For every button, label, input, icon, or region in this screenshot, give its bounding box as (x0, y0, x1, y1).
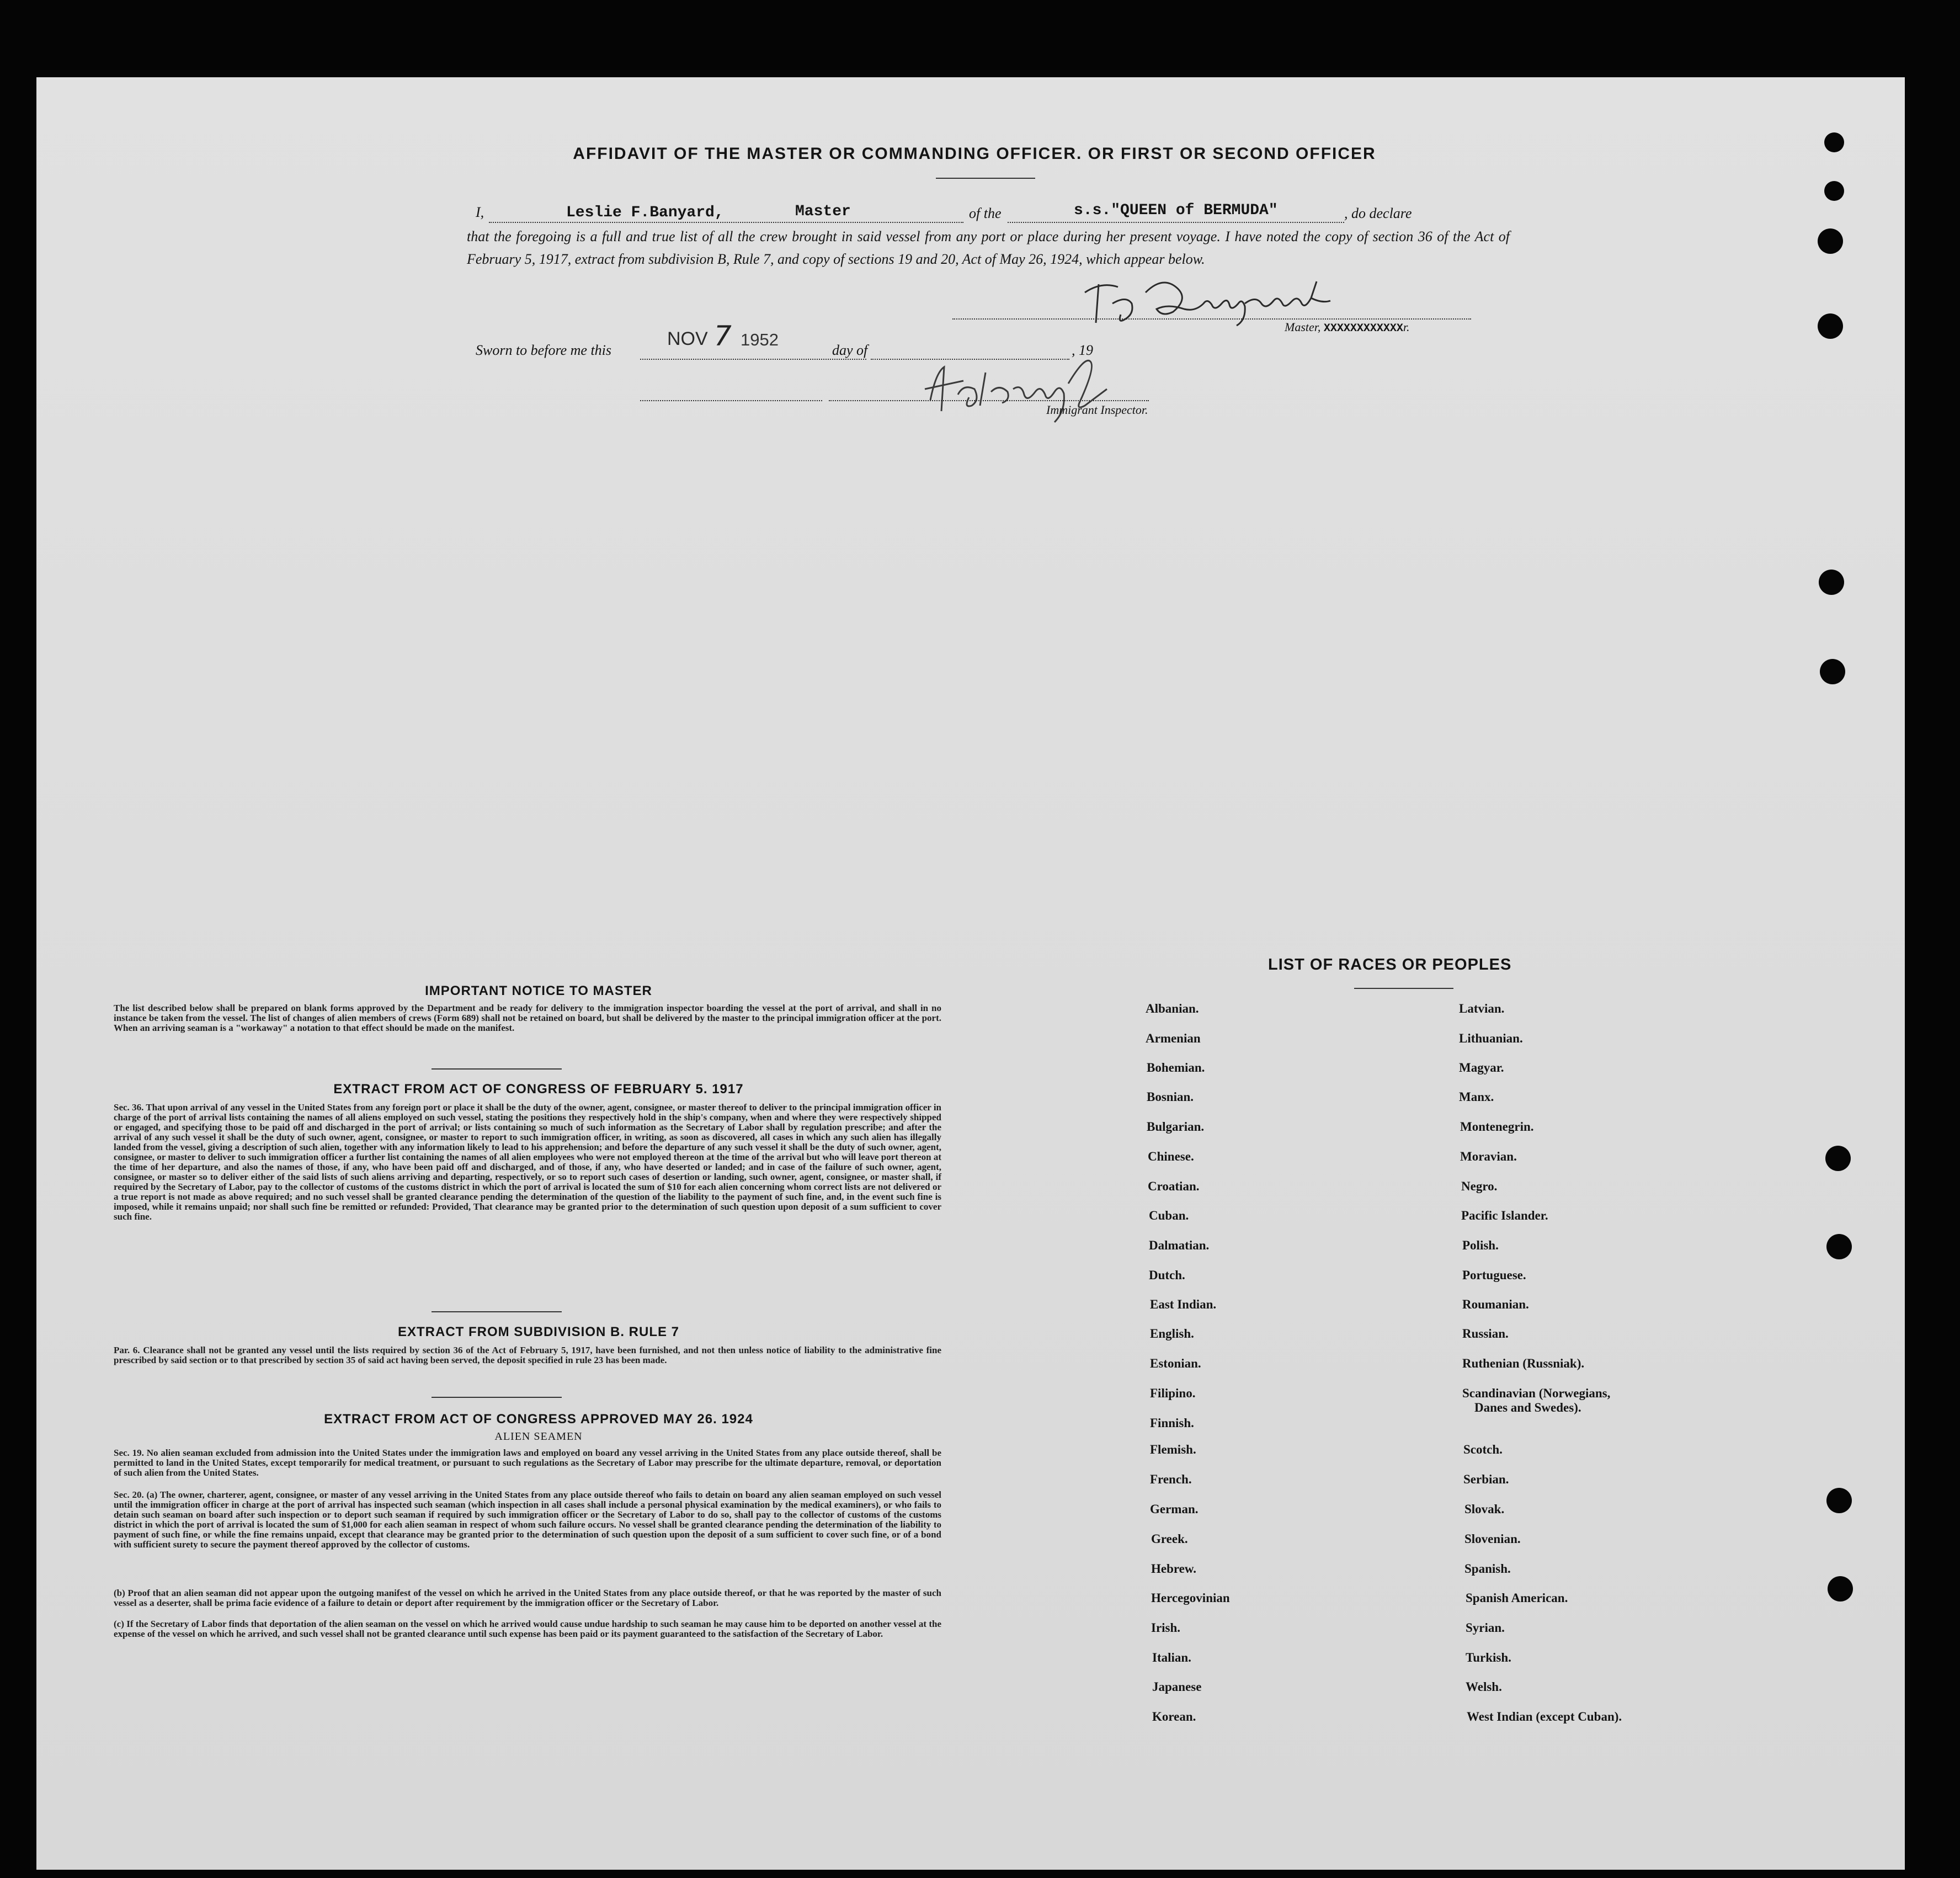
race-item: English. (1150, 1327, 1194, 1340)
vessel-line (1008, 222, 1344, 223)
race-item: Portuguese. (1462, 1268, 1526, 1282)
race-item: West Indian (except Cuban). (1467, 1710, 1622, 1723)
master-label-text: Master, (1285, 320, 1321, 334)
extract-rule7-text: Par. 6. Clearance shall not be granted any vessel until the lists required by section 36 of the Act of February 5, 1917, have been furnished, and not then unless notice of liability to the administrative fine prescribed by said section or to that prescribed by section 35 of said act having been served, the deposit specified in rule 23 has been made. (114, 1345, 941, 1365)
race-item: Latvian. (1459, 1002, 1505, 1015)
affidavit-body: that the foregoing is a full and true list of all the crew brought in said vessel from any port or place during her present voyage. I have noted the copy of section 36 of the Act of February 5, 1917, extract from subdivision B, Rule 7, and copy of sections 19 and 20, Act of May 26, 1924, which appear below. (467, 228, 1510, 267)
race-item: French. (1150, 1472, 1192, 1486)
master-struck-text: XXXXXXXXXXXX (1323, 322, 1403, 335)
race-item: Lithuanian. (1459, 1031, 1523, 1045)
race-item: Bosnian. (1147, 1090, 1194, 1104)
race-item: Montenegrin. (1460, 1120, 1534, 1134)
race-item: Manx. (1459, 1090, 1494, 1104)
race-item: Greek. (1151, 1532, 1188, 1546)
punch-hole (1819, 570, 1844, 595)
title-underline (936, 178, 1035, 179)
race-item: German. (1150, 1502, 1199, 1516)
important-notice-text: The list described below shall be prepared on blank forms approved by the Department and be ready for delivery to the immigration inspector boarding the vessel at the port of arrival, and shall in no instance be taken from the vessel. The list of changes of alien members of crews (Form 689) shall not be retained on board, but shall be delivered by the master to the principal immigration officer at the port. When an arriving seaman is a "workaway" a notation to that effect should be made on the manifest. (114, 1003, 941, 1033)
race-item: Slovak. (1464, 1502, 1505, 1516)
race-item: Welsh. (1466, 1680, 1502, 1694)
stamp-year: 1952 (741, 330, 779, 349)
race-item: Slovenian. (1464, 1532, 1521, 1546)
of-the-label: of the (969, 205, 1002, 221)
races-divider (1354, 988, 1453, 989)
race-item: Spanish. (1464, 1562, 1511, 1576)
inspector-label: Immigrant Inspector. (1046, 403, 1148, 417)
sworn-date-line (640, 359, 866, 360)
punch-hole (1824, 132, 1844, 152)
sec-20b-text: (b) Proof that an alien seaman did not appear upon the outgoing manifest of the vessel on which he arrived in the United States from any place outside thereof, or that he was reported by the master of such vessel as a deserter, shall be prima facie evidence of a failure to detain or deport after requirement by the immigration officer or the Secretary of Labor. (114, 1588, 941, 1608)
race-item: Japanese (1152, 1680, 1202, 1694)
race-item: Russian. (1462, 1327, 1509, 1340)
divider-1 (432, 1068, 562, 1070)
race-item: Ruthenian (Russniak). (1462, 1356, 1585, 1370)
punch-hole (1824, 181, 1844, 201)
inspector-line-left (640, 400, 822, 401)
race-item: Estonian. (1150, 1356, 1201, 1370)
extract-rule7-title: EXTRACT FROM SUBDIVISION B. RULE 7 (397, 1324, 680, 1339)
race-item: Syrian. (1466, 1621, 1505, 1635)
master-suffix: r. (1403, 320, 1410, 334)
sec-20a-text: Sec. 20. (a) The owner, charterer, agent, consignee, or master of any vessel arriving in the United States from any place outside thereof who fails to detain on board any alien seaman employed on such vessel until the immigration officer in charge at the port of arrival has inspected such seaman (which inspection in all cases shall include a personal physical examination by the medical examiners), or who fails to detain such seaman on board after such inspection or to deport such seaman if required by such immigration officer or the Secretary of Labor to do so, shall pay to the collector of customs of the customs district in which the port of arrival is located the sum of $1,000 for each alien seaman in respect of whom such failure occurs. No vessel shall be granted clearance pending the determination of the liability to payment of such fine, or while the fine remains unpaid, except that clearance may be granted prior to the determination of such question upon the deposit of a sum sufficient to cover such fine, or of a bond with sufficient surety to secure the payment thereof approved by the collector of customs. (114, 1489, 941, 1550)
sworn-label: Sworn to before me this (476, 342, 612, 358)
race-item: Magyar. (1459, 1061, 1504, 1074)
race-item: Flemish. (1150, 1443, 1196, 1456)
alien-seamen-subtitle: ALIEN SEAMEN (494, 1430, 583, 1443)
punch-hole (1818, 313, 1843, 339)
race-item: Irish. (1151, 1621, 1181, 1635)
sec-19-text: Sec. 19. No alien seaman excluded from admission into the United States under the immigration laws and employed on board any vessel arriving in the United States from any place outside thereof, shall be permitted to land in the United States, except temporarily for medical treatment, or pursuant to such regulations as the Secretary of Labor may prescribe for the ultimate departure, removal, or deportation of such alien from the United States. (114, 1448, 941, 1478)
race-item: Bulgarian. (1147, 1120, 1205, 1134)
race-item: Serbian. (1463, 1472, 1509, 1486)
punch-hole (1818, 228, 1843, 254)
day-of-label: day of (832, 342, 868, 358)
race-item: Pacific Islander. (1461, 1209, 1548, 1222)
race-item: Negro. (1461, 1179, 1498, 1193)
vessel-name: s.s."QUEEN of BERMUDA" (1074, 202, 1278, 219)
race-item: Dutch. (1149, 1268, 1185, 1282)
important-notice-title: IMPORTANT NOTICE TO MASTER (425, 983, 652, 998)
race-item: Dalmatian. (1149, 1238, 1210, 1252)
extract-1924-title: EXTRACT FROM ACT OF CONGRESS APPROVED MAY 26. 1924 (324, 1412, 753, 1427)
stamp-day: 7 (714, 320, 732, 352)
name-line (489, 222, 963, 223)
document-page (36, 77, 1905, 1870)
race-item: Korean. (1152, 1710, 1196, 1723)
master-label (1285, 320, 1410, 335)
races-title: LIST OF RACES OR PEOPLES (1268, 956, 1512, 973)
race-item: Danes and Swedes). (1474, 1401, 1581, 1414)
race-item: Spanish American. (1466, 1591, 1568, 1605)
master-rank: Master (795, 203, 851, 220)
race-item: Scotch. (1463, 1443, 1503, 1456)
punch-hole (1820, 659, 1845, 684)
divider-3 (432, 1397, 562, 1398)
punch-hole (1828, 1576, 1853, 1602)
race-item: Croatian. (1148, 1179, 1200, 1193)
race-item: Cuban. (1149, 1209, 1189, 1222)
race-item: Albanian. (1146, 1002, 1199, 1015)
sec-20c-text: (c) If the Secretary of Labor finds that deportation of the alien seaman on the vessel on which he arrived would cause undue hardship to such seaman he may cause him to be deported on another vessel at the expense of the vessel on which he arrived, and such vessel shall not be granted clearance until such expense has been paid or its payment guaranteed to the satisfaction of the Secretary of Labor. (114, 1619, 941, 1639)
race-item: East Indian. (1150, 1297, 1217, 1311)
punch-hole (1826, 1234, 1852, 1259)
extract-1917-title: EXTRACT FROM ACT OF CONGRESS OF FEBRUARY 5. 1917 (333, 1082, 744, 1097)
race-item: Polish. (1462, 1238, 1499, 1252)
race-item: Moravian. (1460, 1150, 1517, 1163)
race-item: Italian. (1152, 1651, 1191, 1664)
race-item: Chinese. (1148, 1150, 1194, 1163)
affidavit-title: AFFIDAVIT OF THE MASTER OR COMMANDING OFFICER. OR FIRST OR SECOND OFFICER (573, 145, 1376, 163)
race-item: Hebrew. (1151, 1562, 1196, 1576)
i-label: I, (476, 204, 484, 220)
year-prefix: , 19 (1072, 342, 1093, 358)
stamp-month: NOV (667, 328, 708, 349)
race-item: Finnish. (1150, 1416, 1194, 1430)
punch-hole (1826, 1488, 1852, 1513)
punch-hole (1825, 1146, 1851, 1171)
race-item: Filipino. (1150, 1386, 1196, 1400)
race-item: Turkish. (1466, 1651, 1511, 1664)
master-name: Leslie F.Banyard, (566, 204, 724, 221)
race-item: Scandinavian (Norwegians, (1462, 1386, 1611, 1400)
divider-2 (432, 1311, 562, 1312)
extract-1917-text: Sec. 36. That upon arrival of any vessel in the United States from any foreign port or place it shall be the duty of the owner, agent, consignee, or master thereof to deliver to the principal immigration officer in charge of the port of arrival lists containing the names of all aliens employed on such vessel, stating the positions they respectively hold in the ship's company, when and where they were respectively shipped or engaged, and specifying those to be paid off and discharged in the port of arrival; or lists containing so much of such information as the Secretary of Labor shall by regulation prescribe; and after the arrival of any such vessel it shall be the duty of such owner, agent, consignee, or master to report to such immigration officer, in writing, as soon as discovered, all cases in which any such alien has illegally landed from the vessel, giving a description of such alien, together with any information likely to lead to his apprehension; and before the departure of any such vessel it shall be the duty of such owner, agent, consignee, or master to deliver to such immigration officer a further list containing the names of all alien employees who were not employed thereon at the time of the arrival but who will leave port thereon at the time of her departure, and also the names of those, if any, who have been paid off and discharged, and of those, if any, who have deserted or landed; and in case of the failure of such owner, agent, consignee, or master so to deliver either of the said lists of such aliens arriving and departing, respectively, or so to report such cases of desertion or landing, such owner, agent, consignee, or master shall, if required by the Secretary of Labor, pay to the collector of customs of the customs district in which the port of arrival is located the sum of $10 for each alien concerning whom correct lists are not delivered or a true report is not made as above required; and no such vessel shall be granted clearance pending the determination of the question of the liability to the payment of such fine, and, in the event such fine is imposed, while it remains unpaid; nor shall such fine be remitted or refunded: Provided, That clearance may be granted prior to the determination of such question upon deposit of a sum sufficient to cover such fine. (114, 1102, 941, 1222)
race-item: Hercegovinian (1151, 1591, 1230, 1605)
race-item: Bohemian. (1147, 1061, 1205, 1074)
race-item: Roumanian. (1462, 1297, 1529, 1311)
race-item: Armenian (1146, 1031, 1201, 1045)
do-declare-label: , do declare (1344, 205, 1412, 221)
